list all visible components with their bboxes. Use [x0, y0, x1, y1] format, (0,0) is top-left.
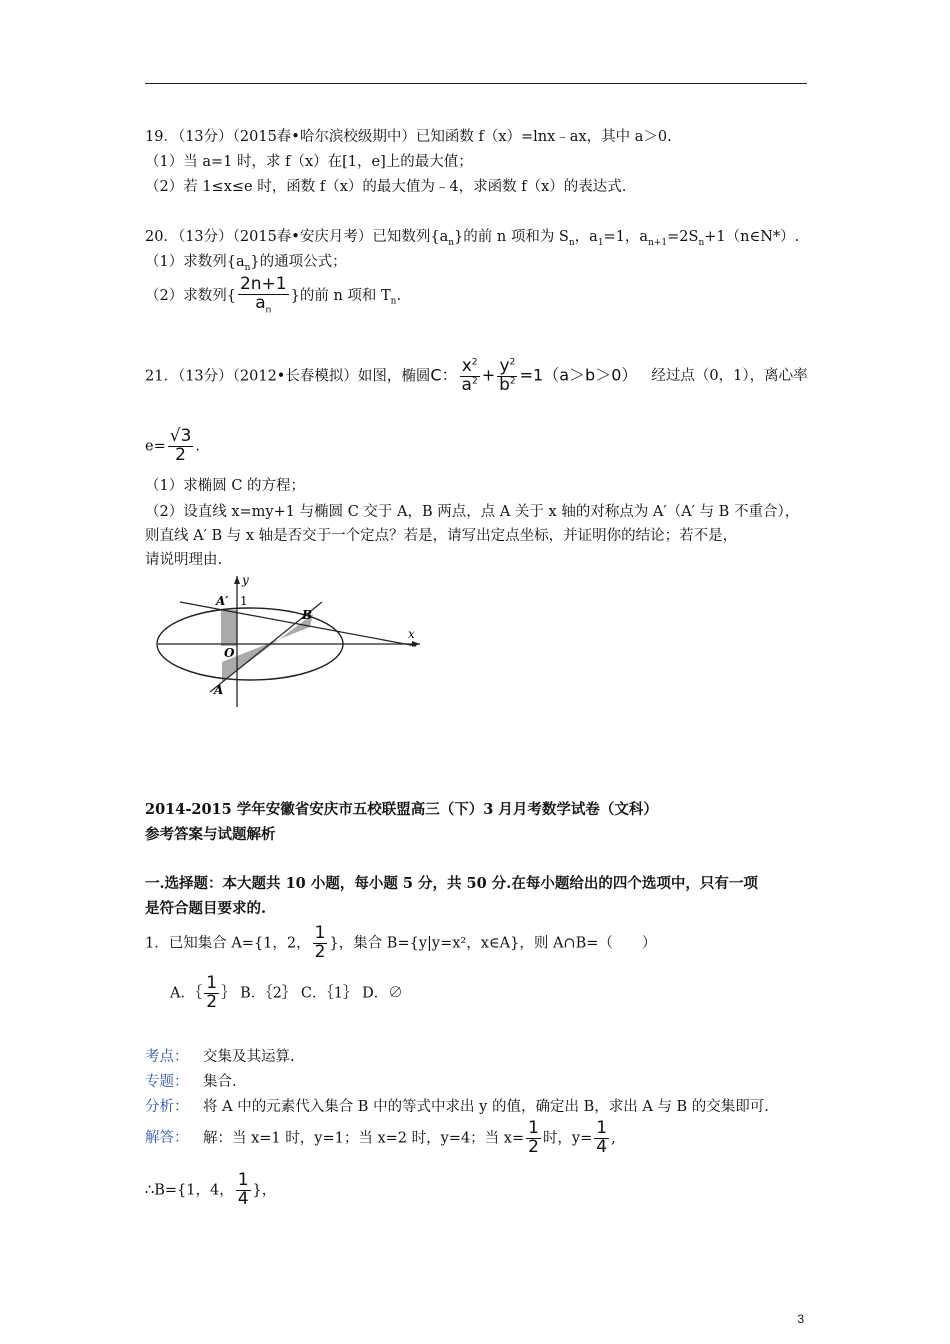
q21-stem: 21．（13分）（2012•长春模拟）如图，椭圆C： $\frac{x^2}{a^2}$ + $\frac{y^2}{b^2}$ =1（a＞b＞0） 经过点（0，1），离心率 — [145, 356, 808, 395]
b-set-result: ∴B={1，4， $\frac{1}{4}$ }， — [145, 1170, 277, 1209]
q20-stem: 20．（13分）（2015春•安庆月考）已知数列$\{a_n\}$的前 n 项和为 $S_n$，$a_1=1$，$a_{n+1}=2S_n+1(n\in N*)$. — [145, 229, 800, 248]
fenxi-row: 分析： 将 A 中的元素代入集合 B 中的等式中求出 y 的值，确定出 B，求出 A 与 B 的交集即可. — [145, 1099, 769, 1115]
y-axis-arrow — [234, 576, 240, 584]
kaodian-row: 考点： 交集及其运算. — [145, 1049, 295, 1065]
answers-subtitle: 参考答案与试题解析 — [145, 826, 276, 843]
fraction-option-a: $\frac{1}{2}$ — [206, 973, 218, 1012]
shaded-region-upper — [221, 610, 237, 646]
y-label: y — [242, 573, 249, 587]
b-label: B — [302, 608, 313, 622]
a-prime-label: A′ — [216, 594, 229, 608]
fraction-sqrt3-over-2: $\frac{√3}{2}$ — [169, 426, 192, 465]
q21-part2-line1: （2）设直线 x=my+1 与椭圆 C 交于 A，B 两点，点 A 关于 x 轴的对称点为 A′（A′ 与 B 不重合）， — [145, 504, 800, 520]
answers-title: 2014-2015 学年安徽省安庆市五校联盟高三（下）3 月月考数学试卷（文科） — [145, 801, 658, 818]
q21-eccentricity: e= $\frac{√3}{2}$ . — [145, 426, 200, 465]
fraction-2n1-over-an: $\frac{2n+1}{a_n}$ — [239, 274, 287, 316]
q21-part1: （1）求椭圆 C 的方程； — [145, 478, 306, 494]
q19-part2: （2）若 1≤x≤e 时，函数 f（x）的最大值为﹣4，求函数 f（x）的表达式. — [145, 179, 627, 195]
jieda-row: 解答： 解：当 x=1 时，y=1；当 x=2 时，y=4；当 x= $\frac{1}{2}$ 时，y= $\frac{1}{4}$ , — [145, 1118, 616, 1157]
fraction-y2-over-b2: $\frac{y^2}{b^2}$ — [499, 356, 516, 395]
fraction-x-one-half: $\frac{1}{2}$ — [528, 1118, 539, 1157]
page-number: 3 — [797, 1312, 804, 1326]
fraction-one-half: $\frac{1}{2}$ — [314, 923, 326, 962]
q1-stem: 1．已知集合 A={1，2， $\frac{1}{2}$ }，集合 B={y|y=x²，x∈A}，则 A∩B=（ ） — [145, 923, 657, 962]
q1-options: A．｛ $\frac{1}{2}$ ｝ B．｛2｝ C．｛1｝ D．∅ — [170, 973, 403, 1012]
q19-stem: 19．（13分）（2015春•哈尔滨校级期中）已知函数 f（x）=lnx﹣ax，其中 a＞0. — [145, 129, 672, 145]
q19-part1: （1）当 a=1 时，求 f（x）在[1，e]上的最大值； — [145, 154, 473, 170]
x-axis-arrow — [412, 641, 420, 647]
x-label: x — [408, 627, 415, 641]
fraction-y-one-quarter: $\frac{1}{4}$ — [596, 1118, 608, 1157]
q20-part1: （1）求数列$\{a_n\}$的通项公式； — [145, 254, 347, 273]
q21-part2-line3: 请说明理由. — [145, 552, 223, 568]
q20-part2: （2）求数列{ $\frac{2n+1}{a_n}$ }的前 n 项和 $T_n$. — [145, 274, 402, 316]
a-label: A — [214, 683, 224, 697]
header-rule — [145, 83, 807, 84]
q21-part2-line2: 则直线 A′ B 与 x 轴是否交于一个定点？若是，请写出定点坐标，并证明你的结论；若不是， — [145, 528, 738, 544]
fraction-b-one-quarter: $\frac{1}{4}$ — [237, 1170, 249, 1209]
one-label: 1 — [240, 594, 248, 608]
zhuanti-row: 专题： 集合. — [145, 1074, 237, 1090]
section-heading-line1: 一.选择题：本大题共 10 小题，每小题 5 分，共 50 分.在每小题给出的四个选项中，只有一项 — [145, 875, 758, 892]
line-a-prime-b — [180, 602, 416, 646]
o-label: O — [224, 646, 235, 660]
ellipse-figure — [150, 572, 430, 712]
fraction-x2-over-a2: $\frac{x^2}{a^2}$ — [461, 356, 478, 395]
section-heading-line2: 是符合题目要求的. — [145, 900, 267, 917]
